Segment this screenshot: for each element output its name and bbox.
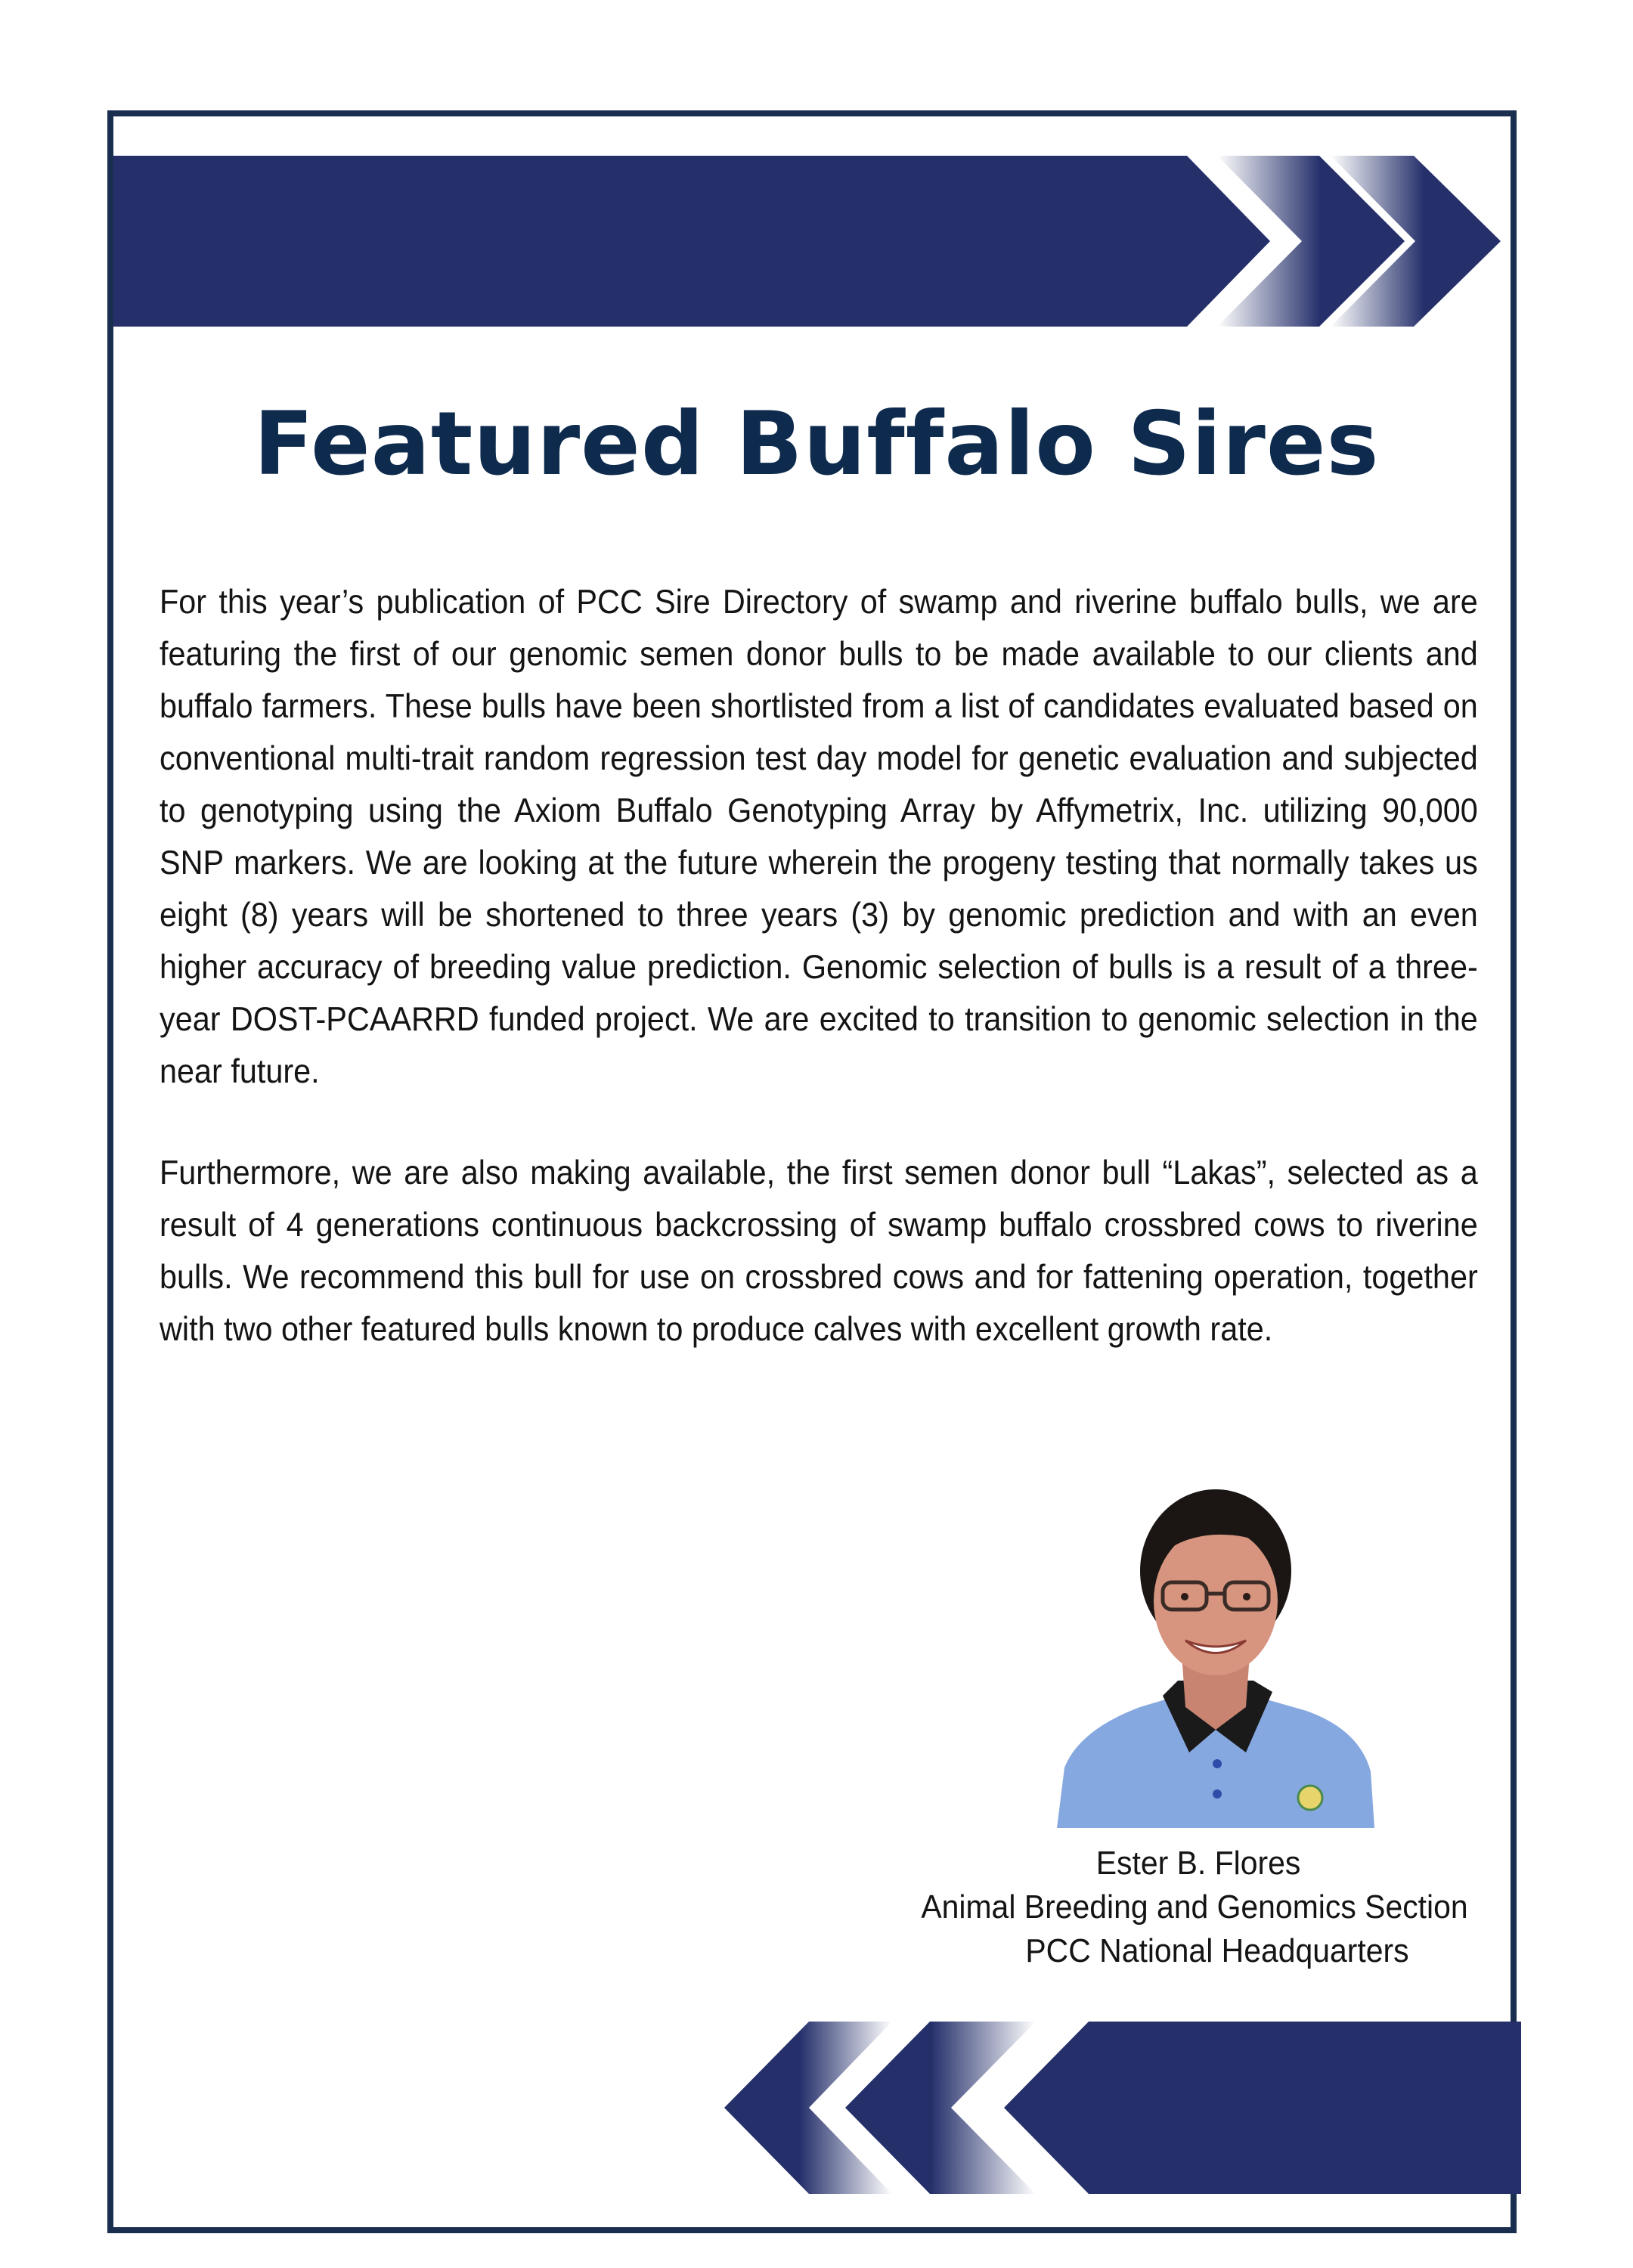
- bottom-banner-bar: [1004, 2022, 1521, 2194]
- top-banner: [113, 156, 1501, 327]
- signature-office: PCC National Headquarters: [1025, 1932, 1409, 1969]
- signature-name: Ester B. Flores: [1095, 1845, 1301, 1882]
- page-title: Featured Buffalo Sires: [253, 393, 1380, 495]
- signature-block: [892, 1842, 1497, 1973]
- author-portrait: [1057, 1480, 1374, 1828]
- top-banner-bar: [113, 156, 1270, 327]
- second-paragraph: Furthermore, we are also making available, the first semen donor bull “Lakas”, selected as a result of 4 generations continuous backcrossing of swamp buffalo crossbred cows to riverine bulls. We recommend this bull for use on crossbred cows and for fattening operation, together with two other featured bulls known to produce calves with excellent growth rate.: [160, 1154, 1478, 1348]
- portrait-badge: [1298, 1786, 1322, 1810]
- bottom-banner: [724, 2022, 1521, 2194]
- signature-section: Animal Breeding and Genomics Section: [921, 1888, 1468, 1926]
- intro-paragraph: For this year’s publication of PCC Sire Directory of swamp and riverine buffalo bulls, we are featuring the first of our genomic semen donor bulls to be made available to our clients and buffalo farmers. These bulls have been shortlisted from a list of candidates evaluated based on conventional multi-trait random regression test day model for genetic evaluation and subjected to genotyping using the Axiom Buffalo Genotyping Array by Affymetrix, Inc. utilizing 90,000 SNP markers. We are looking at the future wherein the progeny testing that normally takes us eight (8) years will be shortened to three years (3) by genomic prediction and with an even higher accuracy of breeding value prediction. Genomic selection of bulls is a result of a three-year DOST-PCAARRD funded project. We are excited to transition to genomic selection in the near future.: [160, 584, 1478, 1090]
